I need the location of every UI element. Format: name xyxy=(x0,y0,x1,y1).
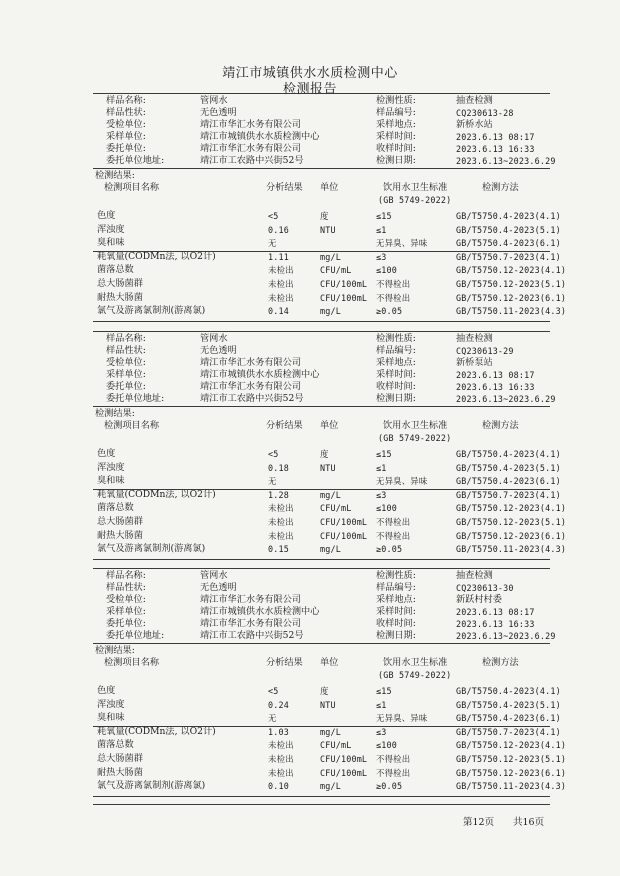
label-sampling-time: 采样时间: xyxy=(376,131,416,142)
sample-block-2 xyxy=(0,331,620,585)
item-unit: mg/L xyxy=(320,781,341,792)
item-limit: ≥0.05 xyxy=(376,781,403,792)
item-name: 色度 xyxy=(97,448,116,459)
col-header-standard-sub: (GB 5749-2022) xyxy=(378,433,452,443)
item-method: GB/T5750.4-2023(5.1) xyxy=(456,462,561,473)
results-heading: 检测结果: xyxy=(95,408,135,419)
item-unit: mg/L xyxy=(320,251,341,262)
item-limit: ≤1 xyxy=(376,462,387,473)
block-bottom-rule xyxy=(93,321,550,322)
item-method: GB/T5750.7-2023(4.1) xyxy=(456,489,561,500)
item-limit: ≤100 xyxy=(376,740,397,751)
item-limit: 不得检出 xyxy=(376,292,411,303)
value-test-nature: 抽查检测 xyxy=(456,95,493,106)
item-unit: mg/L xyxy=(320,544,341,555)
item-method: GB/T5750.4-2023(6.1) xyxy=(456,238,561,249)
item-name: 耗氧量(CODMn法, 以O2计) xyxy=(97,250,216,262)
item-unit: CFU/100mL xyxy=(320,517,368,527)
value-desc: 无色透明 xyxy=(200,582,237,593)
value-sample-no: CQ230613-29 xyxy=(456,346,514,356)
value-test-nature: 抽查检测 xyxy=(456,570,493,581)
item-unit: CFU/100mL xyxy=(320,279,368,289)
item-limit: 不得检出 xyxy=(376,279,411,289)
value-client-address: 靖江市工农路中兴街52号 xyxy=(200,155,304,166)
value-receive-time: 2023.6.13 16:33 xyxy=(456,619,535,629)
item-name: 菌落总数 xyxy=(97,264,134,276)
item-result: 0.10 xyxy=(268,781,289,792)
footer-rule xyxy=(93,804,550,805)
item-limit: 无异臭、异味 xyxy=(376,476,428,487)
item-method: GB/T5750.4-2023(4.1) xyxy=(456,211,561,221)
item-name: 臭和味 xyxy=(97,712,125,724)
item-name: 耐热大肠菌 xyxy=(97,766,143,778)
item-unit: CFU/mL xyxy=(320,503,352,514)
label-sampling-place: 采样地点: xyxy=(376,357,416,368)
col-header-unit: 单位 xyxy=(320,182,339,193)
info-bottom-rule xyxy=(93,168,550,169)
label-client-unit: 委托单位: xyxy=(106,618,146,629)
label-inspected-unit: 受检单位: xyxy=(106,119,146,130)
item-name: 耐热大肠菌 xyxy=(97,291,143,303)
item-result: 未检出 xyxy=(268,503,294,514)
item-method: GB/T5750.11-2023(4.3) xyxy=(456,306,567,317)
col-header-item: 检测项目名称 xyxy=(104,657,160,668)
value-test-date: 2023.6.13~2023.6.29 xyxy=(456,156,556,166)
results-heading: 检测结果: xyxy=(95,645,135,656)
item-limit: 无异臭、异味 xyxy=(376,238,428,249)
value-test-date: 2023.6.13~2023.6.29 xyxy=(456,631,556,641)
item-unit: CFU/100mL xyxy=(320,530,368,541)
label-sampling-unit: 采样单位: xyxy=(106,369,146,380)
item-unit: NTU xyxy=(320,699,336,710)
item-method: GB/T5750.4-2023(5.1) xyxy=(456,224,561,235)
item-limit: ≤3 xyxy=(376,489,387,500)
block-top-rule xyxy=(93,568,550,569)
item-unit: mg/L xyxy=(320,726,341,737)
label-test-nature: 检测性质: xyxy=(376,95,416,106)
label-sampling-unit: 采样单位: xyxy=(106,131,146,142)
item-method: GB/T5750.11-2023(4.3) xyxy=(456,781,567,792)
item-unit: CFU/100mL xyxy=(320,292,368,303)
item-name: 臭和味 xyxy=(97,475,125,487)
item-method: GB/T5750.12-2023(6.1) xyxy=(456,292,567,303)
col-header-method: 检测方法 xyxy=(482,657,519,668)
label-inspected-unit: 受检单位: xyxy=(106,594,146,605)
label-sample-desc: 样品性状: xyxy=(106,107,146,118)
block-top-rule xyxy=(93,331,550,332)
label-sampling-place: 采样地点: xyxy=(376,119,416,130)
value-name: 管网水 xyxy=(200,95,228,106)
label-test-date: 检测日期: xyxy=(376,393,416,404)
col-header-result: 分析结果 xyxy=(266,657,303,668)
item-method: GB/T5750.12-2023(4.1) xyxy=(456,265,567,276)
col-header-method: 检测方法 xyxy=(482,182,519,193)
value-receive-time: 2023.6.13 16:33 xyxy=(456,382,535,392)
label-sample-no: 样品编号: xyxy=(376,345,416,356)
value-desc: 无色透明 xyxy=(200,107,237,118)
label-test-nature: 检测性质: xyxy=(376,333,416,344)
info-bottom-rule xyxy=(93,406,550,407)
info-bottom-rule xyxy=(93,643,550,644)
item-unit: CFU/mL xyxy=(320,265,352,276)
item-limit: ≤1 xyxy=(376,699,387,710)
label-sampling-place: 采样地点: xyxy=(376,594,416,605)
item-method: GB/T5750.12-2023(4.1) xyxy=(456,740,567,751)
label-client-address: 委托单位地址: xyxy=(106,393,165,404)
item-method: GB/T5750.4-2023(6.1) xyxy=(456,476,561,487)
col-header-result: 分析结果 xyxy=(266,182,303,193)
col-header-standard-sub: (GB 5749-2022) xyxy=(378,670,452,680)
item-name: 臭和味 xyxy=(97,237,125,249)
item-method: GB/T5750.4-2023(4.1) xyxy=(456,686,561,696)
item-limit: ≤15 xyxy=(376,211,392,221)
item-method: GB/T5750.11-2023(4.3) xyxy=(456,544,567,555)
label-client-address: 委托单位地址: xyxy=(106,630,165,641)
item-method: GB/T5750.4-2023(5.1) xyxy=(456,699,561,710)
value-client-unit: 靖江市华汇水务有限公司 xyxy=(200,618,302,629)
item-name: 浑浊度 xyxy=(97,223,125,235)
label-sample-name: 样品名称: xyxy=(106,333,146,344)
item-unit: 度 xyxy=(320,449,329,459)
item-result: 未检出 xyxy=(268,292,294,303)
item-name: 色度 xyxy=(97,685,116,696)
item-name: 总大肠菌群 xyxy=(97,753,143,764)
value-sampling-place: 新桥泵站 xyxy=(456,357,493,368)
item-result: 0.16 xyxy=(268,224,289,235)
value-inspected-unit: 靖江市华汇水务有限公司 xyxy=(200,119,302,130)
value-client-address: 靖江市工农路中兴街52号 xyxy=(200,630,304,641)
col-header-result: 分析结果 xyxy=(266,420,303,431)
label-sampling-unit: 采样单位: xyxy=(106,606,146,617)
item-limit: ≤100 xyxy=(376,503,397,514)
label-inspected-unit: 受检单位: xyxy=(106,357,146,368)
item-unit: NTU xyxy=(320,462,336,473)
report-subtitle: 检测报告 xyxy=(282,82,337,97)
item-limit: ≥0.05 xyxy=(376,306,403,317)
item-name: 总大肠菌群 xyxy=(97,278,143,289)
item-limit: ≤15 xyxy=(376,686,392,696)
item-limit: ≤100 xyxy=(376,265,397,276)
value-name: 管网水 xyxy=(200,570,228,581)
item-result: 0.14 xyxy=(268,306,289,317)
item-method: GB/T5750.4-2023(4.1) xyxy=(456,449,561,459)
item-name: 菌落总数 xyxy=(97,502,134,514)
item-unit: CFU/mL xyxy=(320,740,352,751)
value-sample-no: CQ230613-28 xyxy=(456,108,514,118)
page-total: 共16页 xyxy=(513,817,545,828)
block-bottom-rule xyxy=(93,796,550,797)
label-client-address: 委托单位地址: xyxy=(106,155,165,166)
item-method: GB/T5750.7-2023(4.1) xyxy=(456,251,561,262)
item-result: 未检出 xyxy=(268,530,294,541)
value-sampling-unit: 靖江市城镇供水水质检测中心 xyxy=(200,131,320,142)
item-result: 无 xyxy=(268,476,277,487)
item-name: 氯气及游离氯制剂(游离氯) xyxy=(97,305,206,317)
item-result: 未检出 xyxy=(268,279,294,289)
sample-block-1 xyxy=(0,93,620,347)
results-heading: 检测结果: xyxy=(95,170,135,181)
item-limit: 不得检出 xyxy=(376,517,411,527)
col-header-standard: 饮用水卫生标准 xyxy=(383,420,448,431)
value-test-date: 2023.6.13~2023.6.29 xyxy=(456,394,556,404)
value-desc: 无色透明 xyxy=(200,345,237,356)
item-result: 未检出 xyxy=(268,265,294,276)
label-sampling-time: 采样时间: xyxy=(376,369,416,380)
item-method: GB/T5750.4-2023(6.1) xyxy=(456,713,561,724)
label-client-unit: 委托单位: xyxy=(106,143,146,154)
value-name: 管网水 xyxy=(200,333,228,344)
item-name: 浑浊度 xyxy=(97,461,125,473)
value-inspected-unit: 靖江市华汇水务有限公司 xyxy=(200,594,302,605)
label-sampling-time: 采样时间: xyxy=(376,606,416,617)
item-method: GB/T5750.7-2023(4.1) xyxy=(456,726,561,737)
col-header-item: 检测项目名称 xyxy=(104,182,160,193)
label-sample-name: 样品名称: xyxy=(106,570,146,581)
item-result: <5 xyxy=(268,686,279,696)
item-unit: mg/L xyxy=(320,306,341,317)
item-name: 耗氧量(CODMn法, 以O2计) xyxy=(97,725,216,737)
item-method: GB/T5750.12-2023(5.1) xyxy=(456,517,567,527)
label-test-nature: 检测性质: xyxy=(376,570,416,581)
sample-block-3 xyxy=(0,568,620,822)
item-limit: 不得检出 xyxy=(376,754,411,764)
item-result: 1.03 xyxy=(268,726,289,737)
value-sample-no: CQ230613-30 xyxy=(456,583,514,593)
item-method: GB/T5750.12-2023(4.1) xyxy=(456,503,567,514)
item-limit: 不得检出 xyxy=(376,530,411,541)
value-client-unit: 靖江市华汇水务有限公司 xyxy=(200,381,302,392)
value-receive-time: 2023.6.13 16:33 xyxy=(456,144,535,154)
item-limit: ≥0.05 xyxy=(376,544,403,555)
value-inspected-unit: 靖江市华汇水务有限公司 xyxy=(200,357,302,368)
item-name: 耐热大肠菌 xyxy=(97,529,143,541)
item-method: GB/T5750.12-2023(5.1) xyxy=(456,754,567,764)
item-result: 0.15 xyxy=(268,544,289,555)
item-unit: mg/L xyxy=(320,489,341,500)
item-name: 总大肠菌群 xyxy=(97,516,143,527)
item-unit: NTU xyxy=(320,224,336,235)
col-header-method: 检测方法 xyxy=(482,420,519,431)
value-client-address: 靖江市工农路中兴街52号 xyxy=(200,393,304,404)
item-result: 0.18 xyxy=(268,462,289,473)
item-result: 无 xyxy=(268,713,277,724)
col-header-standard: 饮用水卫生标准 xyxy=(383,657,448,668)
value-sampling-time: 2023.6.13 08:17 xyxy=(456,607,535,617)
item-limit: ≤3 xyxy=(376,251,387,262)
item-result: <5 xyxy=(268,211,279,221)
label-sample-name: 样品名称: xyxy=(106,95,146,106)
col-header-unit: 单位 xyxy=(320,657,339,668)
item-name: 耗氧量(CODMn法, 以O2计) xyxy=(97,488,216,500)
item-limit: ≤1 xyxy=(376,224,387,235)
report-title: 靖江市城镇供水水质检测中心 xyxy=(222,66,398,81)
col-header-standard: 饮用水卫生标准 xyxy=(383,182,448,193)
label-receive-time: 收样时间: xyxy=(376,618,416,629)
label-sample-desc: 样品性状: xyxy=(106,582,146,593)
label-test-date: 检测日期: xyxy=(376,630,416,641)
item-limit: 不得检出 xyxy=(376,767,411,778)
item-result: 未检出 xyxy=(268,754,294,764)
block-bottom-rule xyxy=(93,559,550,560)
item-result: 无 xyxy=(268,238,277,249)
table-mid-rule xyxy=(93,251,550,252)
page-number: 第12页 xyxy=(463,817,495,828)
value-sampling-time: 2023.6.13 08:17 xyxy=(456,132,535,142)
item-name: 氯气及游离氯制剂(游离氯) xyxy=(97,780,206,792)
item-result: <5 xyxy=(268,449,279,459)
item-unit: 度 xyxy=(320,686,329,696)
item-result: 未检出 xyxy=(268,517,294,527)
value-sampling-unit: 靖江市城镇供水水质检测中心 xyxy=(200,369,320,380)
label-sample-desc: 样品性状: xyxy=(106,345,146,356)
item-result: 未检出 xyxy=(268,767,294,778)
label-receive-time: 收样时间: xyxy=(376,381,416,392)
item-unit: 度 xyxy=(320,211,329,221)
value-sampling-time: 2023.6.13 08:17 xyxy=(456,370,535,380)
item-limit: ≤15 xyxy=(376,449,392,459)
label-sample-no: 样品编号: xyxy=(376,582,416,593)
label-receive-time: 收样时间: xyxy=(376,143,416,154)
item-limit: ≤3 xyxy=(376,726,387,737)
value-sampling-place: 新桥水站 xyxy=(456,119,493,130)
label-test-date: 检测日期: xyxy=(376,155,416,166)
label-sample-no: 样品编号: xyxy=(376,107,416,118)
col-header-item: 检测项目名称 xyxy=(104,420,160,431)
item-limit: 无异臭、异味 xyxy=(376,713,428,724)
col-header-unit: 单位 xyxy=(320,420,339,431)
table-mid-rule xyxy=(93,726,550,727)
value-client-unit: 靖江市华汇水务有限公司 xyxy=(200,143,302,154)
item-result: 1.11 xyxy=(268,251,289,262)
item-unit: CFU/100mL xyxy=(320,767,368,778)
block-top-rule xyxy=(93,93,550,94)
value-sampling-unit: 靖江市城镇供水水质检测中心 xyxy=(200,606,320,617)
item-name: 浑浊度 xyxy=(97,698,125,710)
item-name: 菌落总数 xyxy=(97,739,134,751)
value-sampling-place: 新跃村村委 xyxy=(456,594,502,605)
item-unit: CFU/100mL xyxy=(320,754,368,764)
item-name: 色度 xyxy=(97,210,116,221)
item-result: 0.24 xyxy=(268,699,289,710)
table-mid-rule xyxy=(93,489,550,490)
item-method: GB/T5750.12-2023(6.1) xyxy=(456,767,567,778)
item-result: 1.28 xyxy=(268,489,289,500)
item-result: 未检出 xyxy=(268,740,294,751)
col-header-standard-sub: (GB 5749-2022) xyxy=(378,195,452,205)
item-method: GB/T5750.12-2023(5.1) xyxy=(456,279,567,289)
value-test-nature: 抽查检测 xyxy=(456,333,493,344)
item-method: GB/T5750.12-2023(6.1) xyxy=(456,530,567,541)
item-name: 氯气及游离氯制剂(游离氯) xyxy=(97,543,206,555)
label-client-unit: 委托单位: xyxy=(106,381,146,392)
